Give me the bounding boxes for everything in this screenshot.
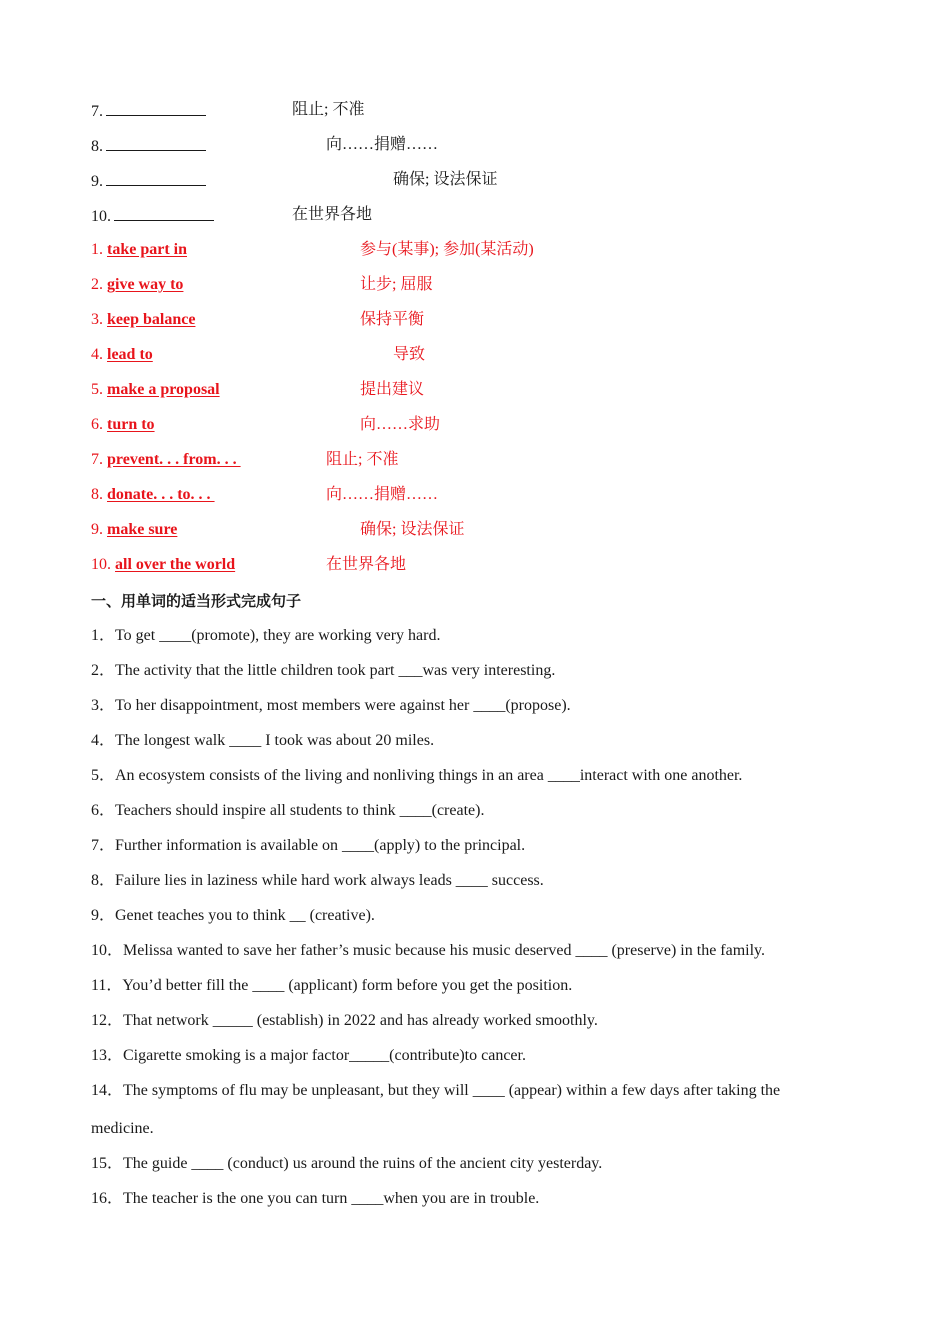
answer-phrase: take part in xyxy=(107,241,187,258)
sentence-1: 1．To get ____(promote), they are working very hard. xyxy=(91,627,441,644)
item-number: 10. xyxy=(91,556,111,573)
meaning-text: 阻止; 不准 xyxy=(292,101,365,118)
sentence-2: 2．The activity that the little children took part ___was very interesting. xyxy=(91,662,556,679)
answer-blank xyxy=(106,170,206,186)
blank-row-10 xyxy=(91,205,214,227)
item-number: 5. xyxy=(91,381,103,398)
item-number: 9. xyxy=(91,521,103,538)
answer-row-8 xyxy=(91,485,215,505)
sentence-16: 16．The teacher is the one you can turn ____when you are in trouble. xyxy=(91,1190,540,1207)
sentence-13: 13．Cigarette smoking is a major factor_____(contribute)to cancer. xyxy=(91,1047,526,1064)
answer-blank xyxy=(106,100,206,116)
item-number: 4. xyxy=(91,346,103,363)
sentence-14: 14．The symptoms of flu may be unpleasant, but they will ____ (appear) within a few days after taking the xyxy=(91,1082,781,1099)
answer-meaning: 向……求助 xyxy=(360,416,441,433)
blank-row-9 xyxy=(91,170,206,192)
answer-meaning: 参与(某事); 参加(某活动) xyxy=(360,241,534,258)
answer-phrase: donate. . . to. . . xyxy=(107,486,215,503)
answer-meaning: 保持平衡 xyxy=(360,311,425,328)
item-number: 9. xyxy=(91,173,103,190)
sentence-14-continued: medicine. xyxy=(91,1120,154,1137)
answer-meaning: 在世界各地 xyxy=(326,556,407,573)
sentence-9: 9．Genet teaches you to think __ (creative). xyxy=(91,907,375,924)
answer-meaning: 让步; 屈服 xyxy=(360,276,433,293)
item-number: 7. xyxy=(91,451,103,468)
item-number: 7. xyxy=(91,103,103,120)
sentence-5: 5．An ecosystem consists of the living and nonliving things in an area ____interact with one another. xyxy=(91,767,743,784)
answer-row-6 xyxy=(91,415,155,435)
sentence-4: 4．The longest walk ____ I took was about 20 miles. xyxy=(91,732,435,749)
item-number: 6. xyxy=(91,416,103,433)
answer-row-2 xyxy=(91,275,183,295)
answer-phrase: all over the world xyxy=(115,556,236,573)
meaning-text: 向……捐赠…… xyxy=(326,136,439,153)
answer-meaning: 导致 xyxy=(393,346,426,363)
blank-row-7 xyxy=(91,100,206,122)
answer-blank xyxy=(106,135,206,151)
sentence-3: 3．To her disappointment, most members were against her ____(propose). xyxy=(91,697,571,714)
sentence-10: 10．Melissa wanted to save her father’s music because his music deserved ____ (preserve) in the family. xyxy=(91,942,766,959)
answer-meaning: 确保; 设法保证 xyxy=(360,521,465,538)
sentence-7: 7．Further information is available on ____(apply) to the principal. xyxy=(91,837,526,854)
sentence-12: 12．That network _____ (establish) in 2022 and has already worked smoothly. xyxy=(91,1012,598,1029)
answer-meaning: 提出建议 xyxy=(360,381,425,398)
answer-phrase: make a proposal xyxy=(107,381,220,398)
answer-row-5 xyxy=(91,380,220,400)
section-heading: 一、用单词的适当形式完成句子 xyxy=(91,592,302,610)
sentence-11: 11．You’d better fill the ____ (applicant) form before you get the position. xyxy=(91,977,573,994)
answer-meaning: 向……捐赠…… xyxy=(326,486,439,503)
answer-row-4 xyxy=(91,345,153,365)
answer-row-10 xyxy=(91,555,235,575)
answer-phrase: keep balance xyxy=(107,311,196,328)
answer-row-7 xyxy=(91,450,241,470)
answer-blank xyxy=(114,205,214,221)
item-number: 3. xyxy=(91,311,103,328)
meaning-text: 在世界各地 xyxy=(292,206,373,223)
meaning-text: 确保; 设法保证 xyxy=(393,171,498,188)
answer-phrase: lead to xyxy=(107,346,153,363)
blank-row-8 xyxy=(91,135,206,157)
item-number: 1. xyxy=(91,241,103,258)
item-number: 2. xyxy=(91,276,103,293)
answer-phrase: make sure xyxy=(107,521,178,538)
answer-phrase: prevent. . . from. . . xyxy=(107,451,241,468)
answer-row-3 xyxy=(91,310,195,330)
answer-row-1 xyxy=(91,240,187,260)
answer-phrase: turn to xyxy=(107,416,155,433)
answer-row-9 xyxy=(91,520,177,540)
answer-phrase: give way to xyxy=(107,276,184,293)
sentence-8: 8．Failure lies in laziness while hard work always leads ____ success. xyxy=(91,872,544,889)
sentence-6: 6．Teachers should inspire all students to think ____(create). xyxy=(91,802,485,819)
answer-meaning: 阻止; 不准 xyxy=(326,451,399,468)
item-number: 8. xyxy=(91,486,103,503)
sentence-15: 15．The guide ____ (conduct) us around the ruins of the ancient city yesterday. xyxy=(91,1155,603,1172)
item-number: 8. xyxy=(91,138,103,155)
item-number: 10. xyxy=(91,208,111,225)
